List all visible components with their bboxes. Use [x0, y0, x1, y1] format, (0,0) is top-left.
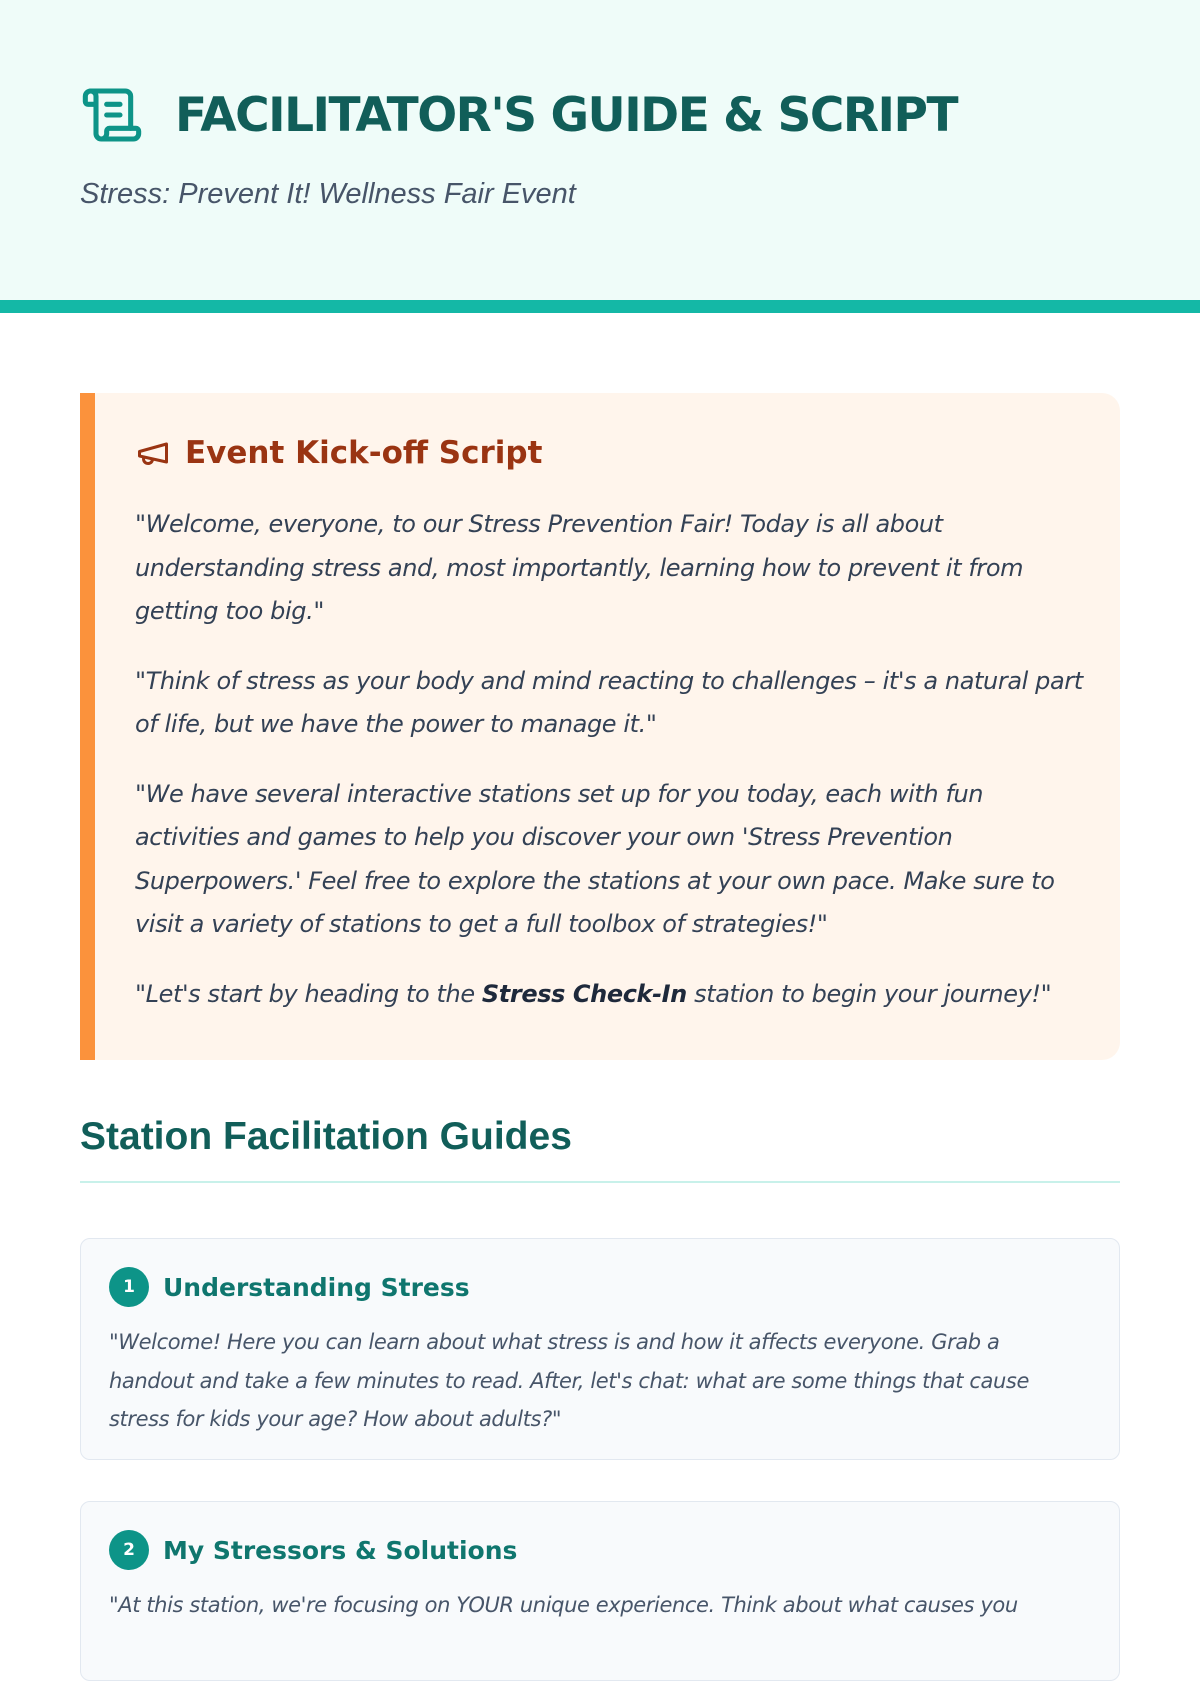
station-heading: [109, 1267, 470, 1307]
page-title: FACILITATOR'S GUIDE & SCRIPT: [175, 87, 958, 143]
kickoff-script-card: [80, 393, 1120, 1060]
scroll-icon: [80, 82, 146, 148]
station-number-badge: 1: [109, 1267, 149, 1307]
station-heading: [109, 1530, 517, 1570]
page-subtitle: Stress: Prevent It! Wellness Fair Event: [80, 178, 576, 210]
kickoff-accent-bar: [80, 393, 95, 1060]
station-card: [80, 1238, 1120, 1460]
kickoff-paragraph: "Think of stress as your body and mind reacting to challenges – it's a natural part of life, but we have the power to manage it.": [135, 666, 1083, 738]
title-row: [80, 80, 957, 150]
station-title: Understanding Stress: [163, 1272, 470, 1302]
header-divider: [0, 300, 1200, 313]
closing-text-after: station to begin your journey!": [686, 979, 1052, 1008]
kickoff-paragraph: "We have several interactive stations set up for you today, each with fun activities and games to help you discover your own 'Stress Prevention Superpowers.' Feel free to explore the stations at your own pace. Make sure to visit a variety of stations to get a full toolbox of strategies!": [135, 779, 1055, 938]
kickoff-heading: [135, 435, 542, 471]
closing-text-before: "Let's start by heading to the: [135, 979, 482, 1008]
station-number-badge: 2: [109, 1530, 149, 1570]
section-divider: [80, 1181, 1120, 1183]
kickoff-closing: [135, 973, 1085, 1017]
stress-check-in-highlight: Stress Check-In: [481, 979, 687, 1008]
kickoff-body: [135, 503, 1085, 1042]
kickoff-paragraph: "Welcome, everyone, to our Stress Prevention Fair! Today is all about understanding stress and, most importantly, learning how to prevent it from getting too big.": [135, 510, 1024, 625]
station-card: [80, 1501, 1120, 1681]
station-script: "At this station, we're focusing on YOUR unique experience. Think about what causes you: [109, 1593, 1018, 1617]
page-header: [0, 0, 1200, 300]
section-title: Station Facilitation Guides: [80, 1115, 572, 1158]
kickoff-title: Event Kick-off Script: [185, 435, 543, 471]
station-script: "Welcome! Here you can learn about what stress is and how it affects everyone. Grab a handout and take a few minutes to read. After, let's chat: what are some things that cause stress for kids your age? How about adults?": [109, 1330, 1029, 1431]
megaphone-icon: [135, 435, 171, 471]
station-title: My Stressors & Solutions: [163, 1535, 518, 1565]
